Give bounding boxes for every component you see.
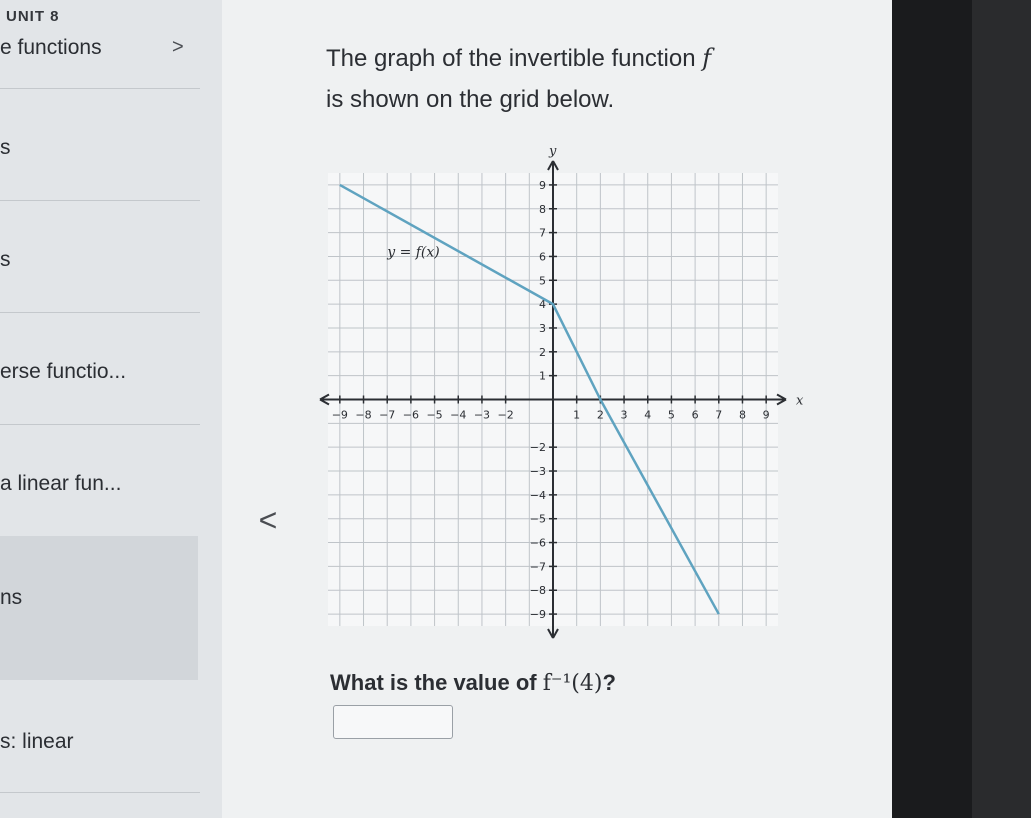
y-tick-label: 6 xyxy=(539,250,546,264)
x-tick-label: 4 xyxy=(644,408,652,422)
question-math: f⁻¹(4) xyxy=(542,671,603,696)
sidebar-item[interactable]: ns xyxy=(0,586,23,609)
y-tick-label: 4 xyxy=(539,298,546,312)
question-prefix: What is the value of xyxy=(330,670,543,695)
y-tick-label: −7 xyxy=(529,560,546,574)
sidebar-item[interactable]: s: linear xyxy=(0,730,74,753)
prompt-line-2: is shown on the grid below. xyxy=(326,86,615,113)
y-tick-label: −2 xyxy=(529,441,546,455)
chevron-left-icon[interactable]: < xyxy=(258,502,278,538)
y-tick-label: 1 xyxy=(539,369,546,383)
prompt-text-part: The graph of the invertible function xyxy=(326,45,703,72)
y-tick-label: 2 xyxy=(539,345,546,359)
sidebar-divider xyxy=(0,88,200,89)
x-tick-label: 9 xyxy=(762,408,770,422)
y-tick-label: 7 xyxy=(539,226,546,240)
y-axis-label: y xyxy=(549,144,557,159)
x-tick-label: −4 xyxy=(450,408,467,422)
x-tick-label: −3 xyxy=(473,408,491,422)
question-suffix: ? xyxy=(602,670,616,695)
x-tick-label: −7 xyxy=(379,408,396,422)
question xyxy=(330,670,616,696)
prompt-line-1 xyxy=(326,44,711,73)
chevron-right-icon[interactable]: > xyxy=(172,36,184,58)
y-tick-label: −6 xyxy=(529,536,546,550)
x-tick-label: 8 xyxy=(738,408,746,422)
x-tick-label: 5 xyxy=(667,408,675,422)
sidebar-item[interactable]: a linear fun... xyxy=(0,472,122,495)
y-tick-label: 5 xyxy=(539,274,546,288)
x-tick-label: 7 xyxy=(715,408,723,422)
y-tick-label: −5 xyxy=(529,512,546,526)
x-tick-label: 6 xyxy=(691,408,699,422)
sidebar-divider xyxy=(0,792,200,793)
sidebar-title[interactable]: e functions xyxy=(0,36,102,59)
sidebar-item[interactable]: s xyxy=(0,248,11,271)
prompt-text xyxy=(326,45,711,72)
x-tick-label: −5 xyxy=(426,408,443,422)
sidebar-title-row[interactable] xyxy=(0,36,200,60)
x-tick-label: −6 xyxy=(402,408,420,422)
x-tick-label: −8 xyxy=(355,408,372,422)
x-tick-label: −9 xyxy=(331,408,348,422)
sidebar-item[interactable]: erse functio... xyxy=(0,360,127,383)
function-graph xyxy=(318,144,804,638)
y-tick-label: 9 xyxy=(539,178,546,192)
sidebar-divider xyxy=(0,312,200,313)
sidebar-item[interactable]: s xyxy=(0,136,11,159)
x-tick-label: 3 xyxy=(620,408,628,422)
y-tick-label: −8 xyxy=(529,584,546,598)
x-axis-label: x xyxy=(796,393,804,409)
function-label: y = f(x) xyxy=(387,244,440,261)
y-tick-label: 3 xyxy=(539,321,546,335)
y-tick-label: −4 xyxy=(529,488,546,502)
sidebar-divider xyxy=(0,424,200,425)
y-tick-label: 8 xyxy=(539,202,546,216)
x-tick-label: 2 xyxy=(596,408,604,422)
unit-label: UNIT 8 xyxy=(6,8,60,25)
sidebar xyxy=(0,0,223,818)
answer-input[interactable] xyxy=(333,705,453,739)
x-tick-label: −2 xyxy=(497,408,514,422)
screen-bezel xyxy=(972,0,1031,818)
x-tick-label: 1 xyxy=(573,408,581,422)
y-tick-label: −9 xyxy=(529,608,546,622)
sidebar-divider xyxy=(0,200,200,201)
y-tick-label: −3 xyxy=(529,465,546,479)
function-name: f xyxy=(702,44,712,72)
